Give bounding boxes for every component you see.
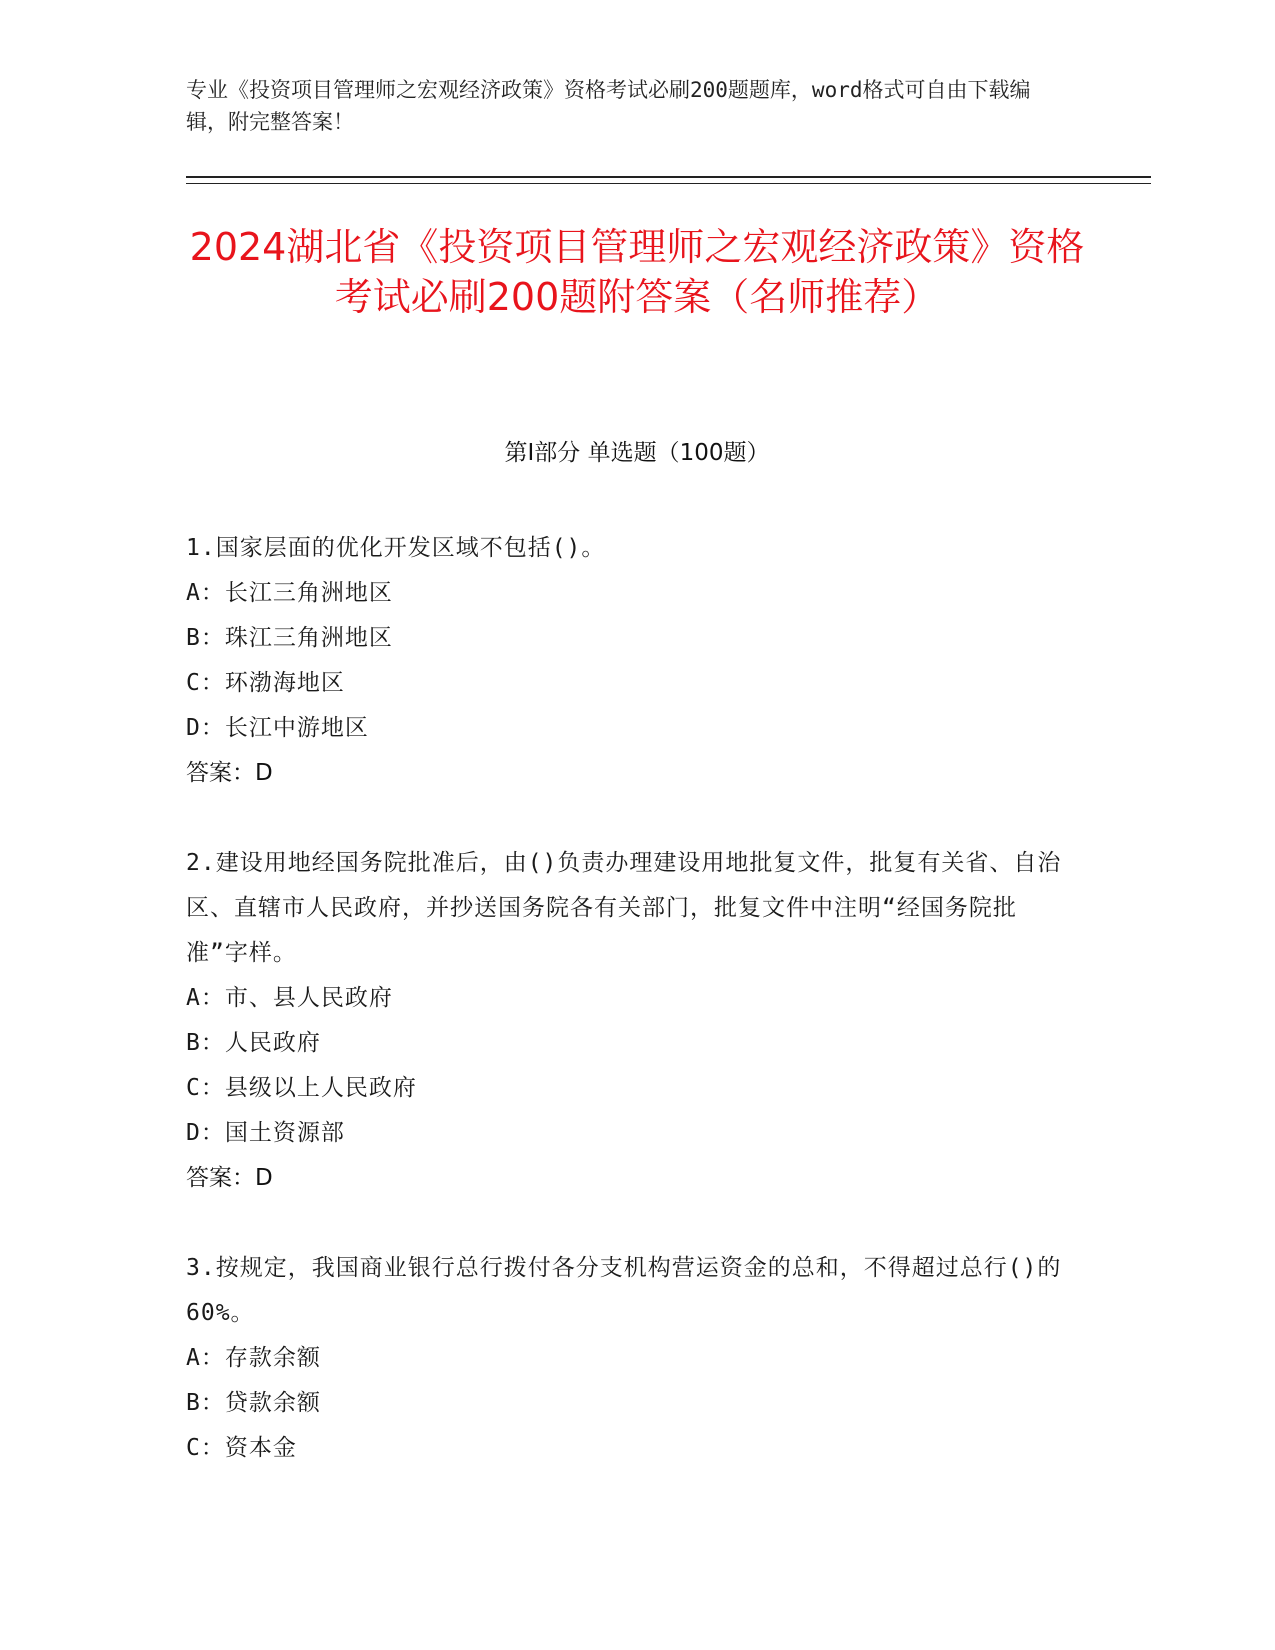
- question-stem: 3.按规定，我国商业银行总行拨付各分支机构营运资金的总和，不得超过总行()的60%。: [186, 1255, 1062, 1326]
- question-list: [186, 526, 1066, 1471]
- option-d: D：国土资源部: [186, 1120, 345, 1146]
- option-b: B：贷款余额: [186, 1390, 321, 1416]
- option-b: B：人民政府: [186, 1030, 321, 1056]
- option-a: A：市、县人民政府: [186, 985, 393, 1011]
- option-c: C：资本金: [186, 1435, 297, 1461]
- answer: 答案：D: [186, 1165, 273, 1191]
- header-rule-thick: [186, 176, 1151, 178]
- document-title: 2024湖北省《投资项目管理师之宏观经济政策》资格考试必刷200题附答案（名师推荐）: [189, 225, 1085, 319]
- answer: 答案：D: [186, 760, 273, 786]
- option-c: C：县级以上人民政府: [186, 1075, 417, 1101]
- option-a: A：存款余额: [186, 1345, 321, 1371]
- page-header: 专业《投资项目管理师之宏观经济政策》资格考试必刷200题题库，word格式可自由下载编辑，附完整答案！: [186, 78, 1031, 134]
- header-rule-thin: [186, 183, 1151, 184]
- option-d: D：长江中游地区: [186, 715, 369, 741]
- question-1: [186, 526, 1066, 796]
- question-stem: 1.国家层面的优化开发区域不包括()。: [186, 535, 606, 561]
- option-b: B：珠江三角洲地区: [186, 625, 393, 651]
- question-stem: 2.建设用地经国务院批准后，由()负责办理建设用地批复文件，批复有关省、自治区、直辖市人民政府，并抄送国务院各有关部门，批复文件中注明“经国务院批准”字样。: [186, 850, 1062, 966]
- section-heading: 第Ⅰ部分 单选题（100题）: [504, 440, 770, 466]
- option-c: C：环渤海地区: [186, 670, 345, 696]
- question-2: [186, 841, 1066, 1201]
- option-a: A：长江三角洲地区: [186, 580, 393, 606]
- question-3: [186, 1246, 1066, 1471]
